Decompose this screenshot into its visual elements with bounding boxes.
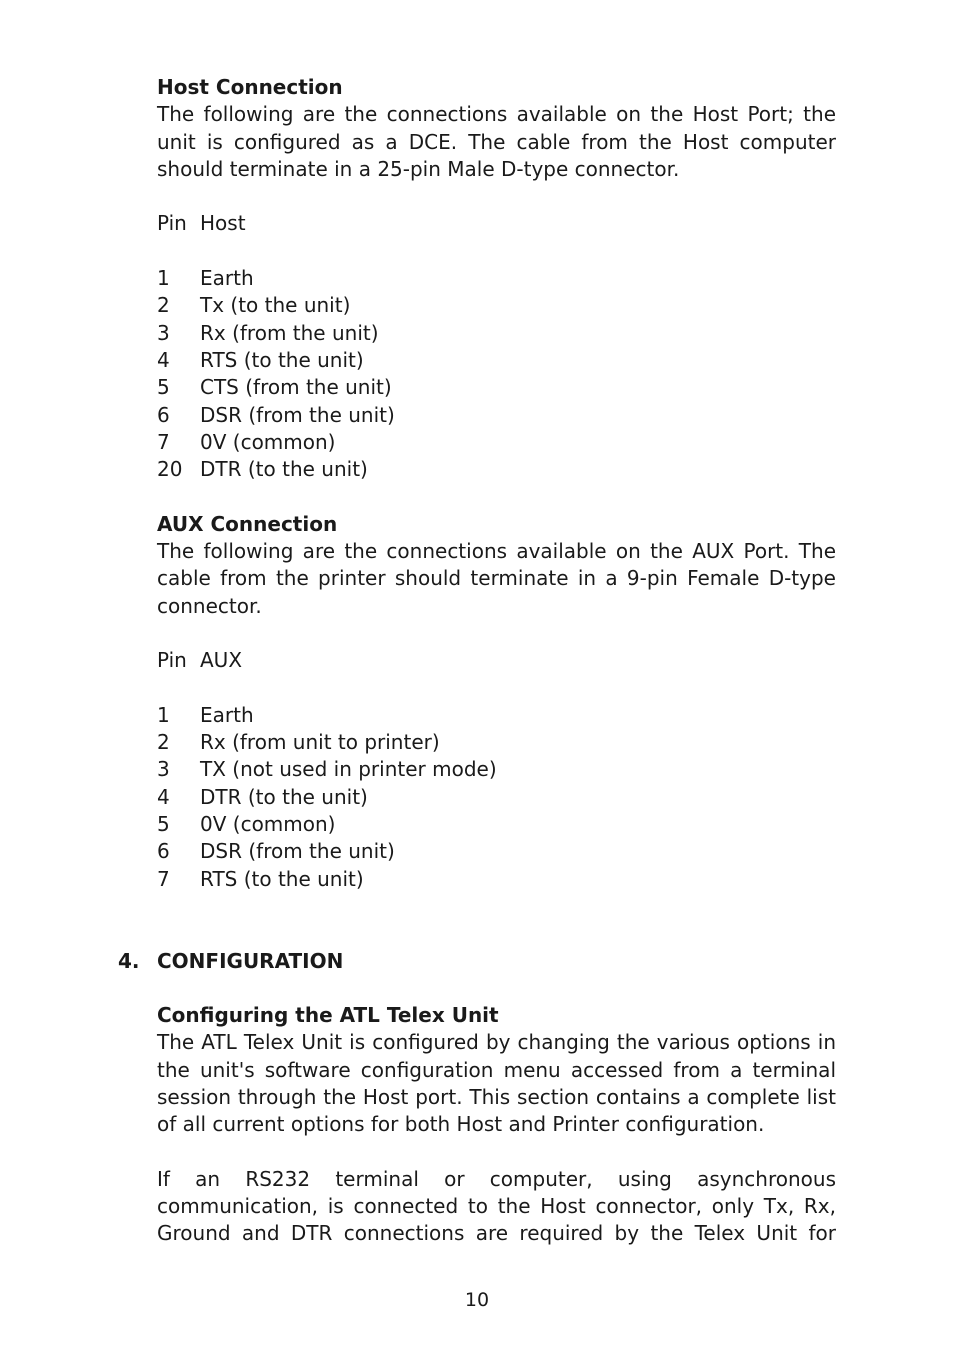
aux-pin-list — [157, 702, 836, 893]
host-pin-row — [157, 374, 836, 401]
configuring-subheading: Configuring the ATL Telex Unit — [157, 1003, 499, 1028]
section-title: CONFIGURATION — [157, 948, 344, 973]
pin-signal: RTS (to the unit) — [200, 347, 364, 372]
pin-number: 7 — [157, 429, 170, 454]
configuration-section-heading — [118, 948, 836, 975]
pin-signal: Rx (from the unit) — [200, 320, 379, 345]
pin-number: 2 — [157, 293, 170, 318]
host-pin-row — [157, 292, 836, 319]
host-pin-list — [157, 265, 836, 483]
pin-number: 1 — [157, 702, 170, 727]
host-table-header — [157, 210, 836, 237]
host-column-header: Host — [200, 211, 246, 236]
pin-signal: 0V (common) — [200, 812, 336, 837]
host-pin-row — [157, 456, 836, 483]
host-connection-heading: Host Connection — [157, 75, 343, 99]
host-pin-row — [157, 429, 836, 456]
spacer — [157, 675, 836, 702]
spacer — [157, 975, 836, 1002]
aux-connection-paragraph: The following are the connections available on the AUX Port. The cable from the printer should terminate in a 9-pin Female D-type connector. — [157, 539, 836, 618]
aux-pin-row — [157, 866, 836, 893]
aux-pin-row — [157, 811, 836, 838]
host-pin-row — [157, 265, 836, 292]
aux-connection-heading: AUX Connection — [157, 511, 338, 536]
host-pin-row — [157, 320, 836, 347]
aux-column-header: AUX — [200, 648, 243, 673]
pin-number: 5 — [157, 375, 170, 400]
spacer — [157, 238, 836, 265]
pin-number: 4 — [157, 784, 170, 809]
section-number: 4. — [118, 948, 140, 973]
pin-signal: DSR (from the unit) — [200, 402, 395, 427]
pin-signal: Rx (from unit to printer) — [200, 730, 440, 755]
pin-number: 6 — [157, 839, 170, 864]
pin-signal: RTS (to the unit) — [200, 866, 364, 891]
pin-number: 1 — [157, 266, 170, 291]
pin-signal: Earth — [200, 266, 254, 291]
host-connection-paragraph: The following are the connections available on the Host Port; the unit is configured as a DCE. The cable from the Host computer should terminate in a 25-pin Male D-type connector. — [157, 102, 836, 181]
pin-number: 5 — [157, 812, 170, 837]
pin-column-header: Pin — [157, 648, 187, 673]
pin-number: 2 — [157, 730, 170, 755]
pin-column-header: Pin — [157, 211, 187, 236]
aux-pin-row — [157, 784, 836, 811]
configuration-paragraph-2: If an RS232 terminal or computer, using asynchronous communication, is connected to the Host connector, only Tx, Rx, Ground and DTR connections are required by the Telex Unit for — [157, 1166, 836, 1246]
aux-pin-row — [157, 838, 836, 865]
pin-signal: Tx (to the unit) — [200, 293, 351, 318]
pin-signal: CTS (from the unit) — [200, 375, 392, 400]
pin-signal: Earth — [200, 702, 254, 727]
pin-number: 4 — [157, 347, 170, 372]
pin-number: 3 — [157, 757, 170, 782]
aux-table-header — [157, 647, 836, 674]
aux-pin-row — [157, 702, 836, 729]
page-number: 10 — [464, 1289, 490, 1311]
spacer — [157, 483, 836, 510]
configuration-paragraph-1: The ATL Telex Unit is configured by changing the various options in the unit's software configuration menu accessed from a terminal session through the Host port. This section contains a complete list of all current options for both Host and Printer configuration. — [157, 1030, 836, 1137]
pin-number: 3 — [157, 320, 170, 345]
spacer — [157, 893, 836, 920]
pin-number: 6 — [157, 402, 170, 427]
spacer — [157, 920, 836, 947]
host-pin-row — [157, 402, 836, 429]
host-pin-row — [157, 347, 836, 374]
aux-pin-row — [157, 756, 836, 783]
spacer — [157, 183, 836, 210]
pin-signal: DSR (from the unit) — [200, 839, 395, 864]
pin-number: 20 — [157, 457, 183, 482]
page-content — [118, 74, 836, 1248]
aux-pin-row — [157, 729, 836, 756]
pin-signal: TX (not used in printer mode) — [200, 757, 497, 782]
spacer — [157, 1139, 836, 1166]
pin-signal: DTR (to the unit) — [200, 457, 368, 482]
pin-signal: DTR (to the unit) — [200, 784, 368, 809]
pin-number: 7 — [157, 866, 170, 891]
pin-signal: 0V (common) — [200, 429, 336, 454]
spacer — [157, 620, 836, 647]
